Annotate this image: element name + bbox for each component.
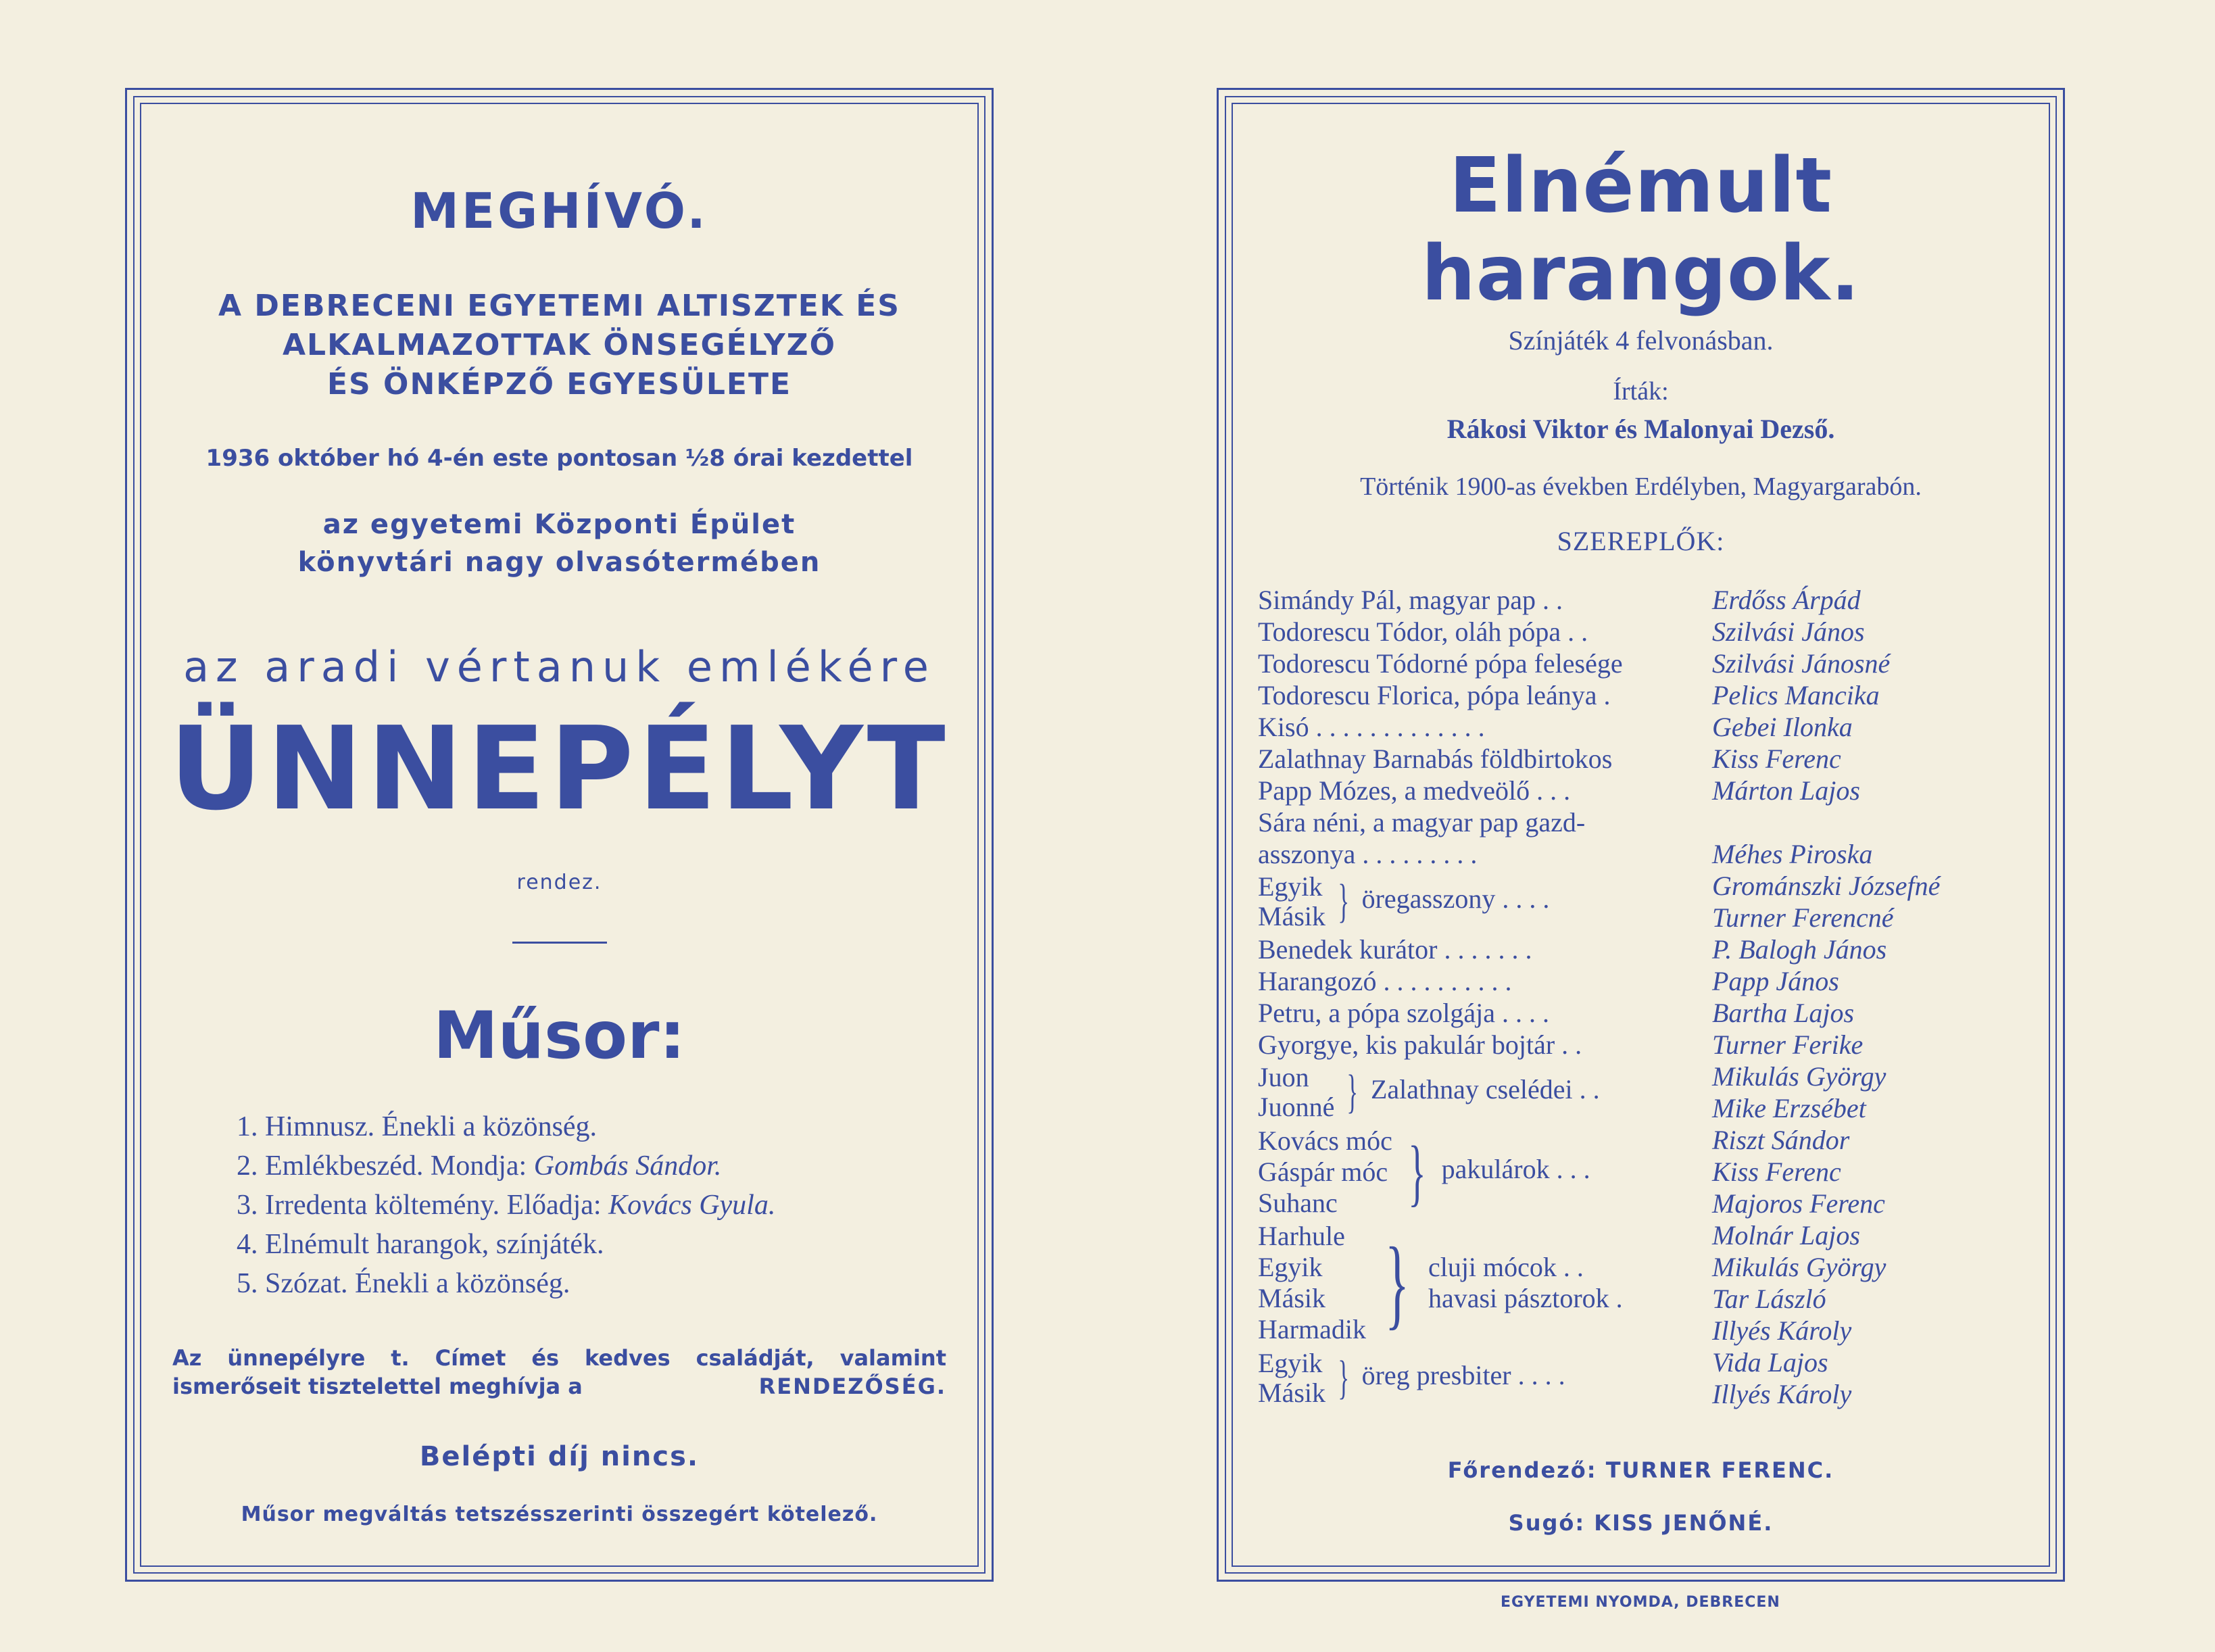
group-label: Juonné [1258, 1092, 1335, 1122]
invitation-page [125, 88, 994, 1582]
role: Zalathnay Barnabás földbirtokos [1258, 744, 1613, 774]
group-label: Harhule [1258, 1221, 1345, 1251]
group-label: Kovács móc [1258, 1125, 1392, 1156]
invite-note-text: Az ünnepélyre t. Címet és kedves családját, valamint ismerőseit tisztelettel meghívja a [172, 1345, 946, 1399]
program-item [237, 1186, 956, 1225]
actor: Erdőss Árpád [1712, 585, 1861, 615]
group-label: Egyik [1258, 1252, 1323, 1282]
group-label: Másik [1258, 1378, 1325, 1408]
venue [162, 506, 956, 581]
playbill-page [1217, 88, 2065, 1582]
cast-row [1254, 838, 2028, 870]
program-item-text: 3. Irredenta költemény. Előadja: [237, 1190, 609, 1221]
group-label: Másik [1258, 901, 1325, 931]
cast-row [1254, 965, 2028, 997]
organizer: RENDEZŐSÉG. [758, 1374, 946, 1399]
setting: Történik 1900-as években Erdélyben, Magyargarabón. [1360, 472, 1922, 501]
authors: Rákosi Viktor és Malonyai Dezső. [1446, 414, 1835, 444]
brace-icon: } [1408, 1130, 1426, 1213]
prompter: Sugó: KISS JENŐNÉ. [1508, 1510, 1774, 1536]
actor: Majoros Ferenc [1712, 1188, 1885, 1219]
actor: Bartha Lajos [1712, 998, 1855, 1028]
cast-row [1254, 1346, 2028, 1378]
role: Benedek kurátor . . . . . . . [1258, 934, 1532, 965]
cast-list [1254, 584, 2028, 1410]
role: Papp Mózes, a medveölő . . . [1258, 775, 1571, 806]
group-role [1254, 870, 1708, 933]
group-desc: cluji mócok . . [1428, 1252, 1584, 1282]
actor: Turner Ferencné [1712, 902, 1894, 933]
play-subtitle: Színjáték 4 felvonásban. [1508, 325, 1774, 356]
invitation-title: MEGHÍVÓ. [410, 183, 708, 239]
cast-row [1254, 648, 2028, 679]
verb-line: rendez. [516, 871, 602, 894]
divider [512, 942, 607, 944]
brace-icon: } [1384, 1227, 1409, 1339]
group-label: Suhanc [1258, 1187, 1338, 1218]
director: Főrendező: TURNER FERENC. [1447, 1457, 1834, 1483]
group-desc: öreg presbiter . . . . [1361, 1360, 1565, 1391]
invite-note [162, 1344, 956, 1401]
program-performer: Kovács Gyula. [608, 1190, 776, 1221]
cast-row [1254, 711, 2028, 743]
program-fee: Műsor megváltás tetszésszerinti összegért kötelező. [241, 1503, 878, 1526]
actor: P. Balogh János [1712, 934, 1887, 965]
brace-icon: } [1346, 1066, 1359, 1118]
cast-row [1254, 1029, 2028, 1061]
cast-row [1254, 616, 2028, 648]
role: Kisó . . . . . . . . . . . . . [1258, 712, 1485, 742]
program-performer: Gombás Sándor. [533, 1150, 722, 1182]
event-datetime: 1936 október hó 4-én este pontosan ½8 órai kezdettel [205, 445, 913, 472]
association-line: A DEBRECENI EGYETEMI ALTISZTEK ÉS [218, 289, 900, 323]
role: Petru, a pópa szolgája . . . . [1258, 998, 1549, 1028]
actor: Szilvási Jánosné [1712, 648, 1891, 679]
group-label: Gáspár móc [1258, 1156, 1388, 1187]
group-label: Másik [1258, 1283, 1325, 1313]
actor: Turner Ferike [1712, 1029, 1864, 1060]
cast-row [1254, 743, 2028, 775]
program-item-text: 1. Himnusz. Énekli a közönség. [237, 1111, 598, 1142]
actor: Illyés Károly [1712, 1379, 1852, 1409]
actor: Szilvási János [1712, 616, 1865, 647]
group-label: Egyik [1258, 1348, 1323, 1378]
actor: Mikulás György [1712, 1252, 1887, 1282]
cast-row [1254, 806, 2028, 838]
program-list [237, 1107, 956, 1303]
actor: Riszt Sándor [1712, 1125, 1850, 1155]
role: Todorescu Tódorné pópa felesége [1258, 648, 1623, 679]
program-item [237, 1225, 956, 1264]
program-item [237, 1146, 956, 1186]
actor: Illyés Károly [1712, 1315, 1852, 1346]
group-desc: Zalathnay cselédei . . [1370, 1074, 1600, 1105]
group-role [1254, 1124, 1708, 1219]
actor: Márton Lajos [1712, 775, 1860, 806]
memorial-line: az aradi vértanuk emlékére [183, 642, 935, 691]
printer-imprint: EGYETEMI NYOMDA, DEBRECEN [1501, 1594, 1780, 1611]
program-title: Műsor: [433, 998, 685, 1073]
group-desc: öregasszony . . . . [1361, 883, 1550, 915]
actor: Gebei Ilonka [1712, 712, 1853, 742]
actor: Grománszki Józsefné [1712, 871, 1941, 901]
written-by: Írták: [1613, 377, 1669, 406]
cast-row [1254, 997, 2028, 1029]
role: Todorescu Tódor, oláh pópa . . [1258, 616, 1588, 647]
group-role [1254, 1219, 1708, 1346]
actor [1708, 806, 2028, 838]
actor: Tar László [1712, 1284, 1826, 1314]
cast-row [1254, 933, 2028, 965]
event-title: ÜNNEPÉLYT [169, 702, 950, 836]
group-role [1254, 1346, 1708, 1410]
cast-row [1254, 1061, 2028, 1092]
brace-icon: } [1338, 1352, 1350, 1404]
program-item-text: 5. Szózat. Énekli a közönség. [237, 1268, 570, 1299]
group-label: Egyik [1258, 871, 1323, 902]
actor: Méhes Piroska [1712, 839, 1873, 869]
role: asszonya . . . . . . . . . [1258, 839, 1478, 869]
role: Simándy Pál, magyar pap . . [1258, 585, 1563, 615]
group-desc: pakulárok . . . [1441, 1153, 1590, 1184]
cast-row [1254, 775, 2028, 806]
cast-row [1254, 870, 2028, 902]
actor: Papp János [1712, 966, 1839, 996]
brace-icon: } [1338, 875, 1350, 927]
cast-row [1254, 1219, 2028, 1251]
venue-line: könyvtári nagy olvasótermében [297, 547, 821, 578]
actor: Vida Lajos [1712, 1347, 1828, 1378]
entry-fee: Belépti díj nincs. [419, 1441, 700, 1472]
program-item-text: 4. Elnémult harangok, színjáték. [237, 1229, 604, 1260]
actor: Kiss Ferenc [1712, 744, 1841, 774]
role: Sára néni, a magyar pap gazd- [1258, 807, 1586, 837]
cast-heading: SZEREPLŐK: [1557, 526, 1725, 556]
group-desc: havasi pásztorok . [1428, 1283, 1623, 1313]
association-line: ALKALMAZOTTAK ÖNSEGÉLYZŐ [282, 328, 836, 362]
program-item [237, 1107, 956, 1146]
group-role [1254, 1061, 1708, 1124]
group-label: Juon [1258, 1062, 1309, 1092]
cast-row [1254, 584, 2028, 616]
actor: Mikulás György [1712, 1061, 1887, 1092]
association-name [162, 287, 956, 404]
actor: Kiss Ferenc [1712, 1157, 1841, 1187]
association-line: ÉS ÖNKÉPZŐ EGYESÜLETE [326, 367, 792, 402]
group-label: Harmadik [1258, 1314, 1366, 1344]
cast-row [1254, 679, 2028, 711]
program-item-text: 2. Emlékbeszéd. Mondja: [237, 1150, 534, 1182]
role: Todorescu Florica, pópa leánya . [1258, 680, 1611, 710]
actor: Pelics Mancika [1712, 680, 1880, 710]
cast-row [1254, 1124, 2028, 1156]
role: Gyorgye, kis pakulár bojtár . . [1258, 1029, 1582, 1060]
play-title: Elnémult harangok. [1421, 142, 1860, 318]
program-item [237, 1264, 956, 1303]
actor: Molnár Lajos [1712, 1220, 1860, 1250]
actor: Mike Erzsébet [1712, 1093, 1866, 1123]
role: Harangozó . . . . . . . . . . [1258, 966, 1512, 996]
venue-line: az egyetemi Központi Épület [322, 509, 796, 540]
